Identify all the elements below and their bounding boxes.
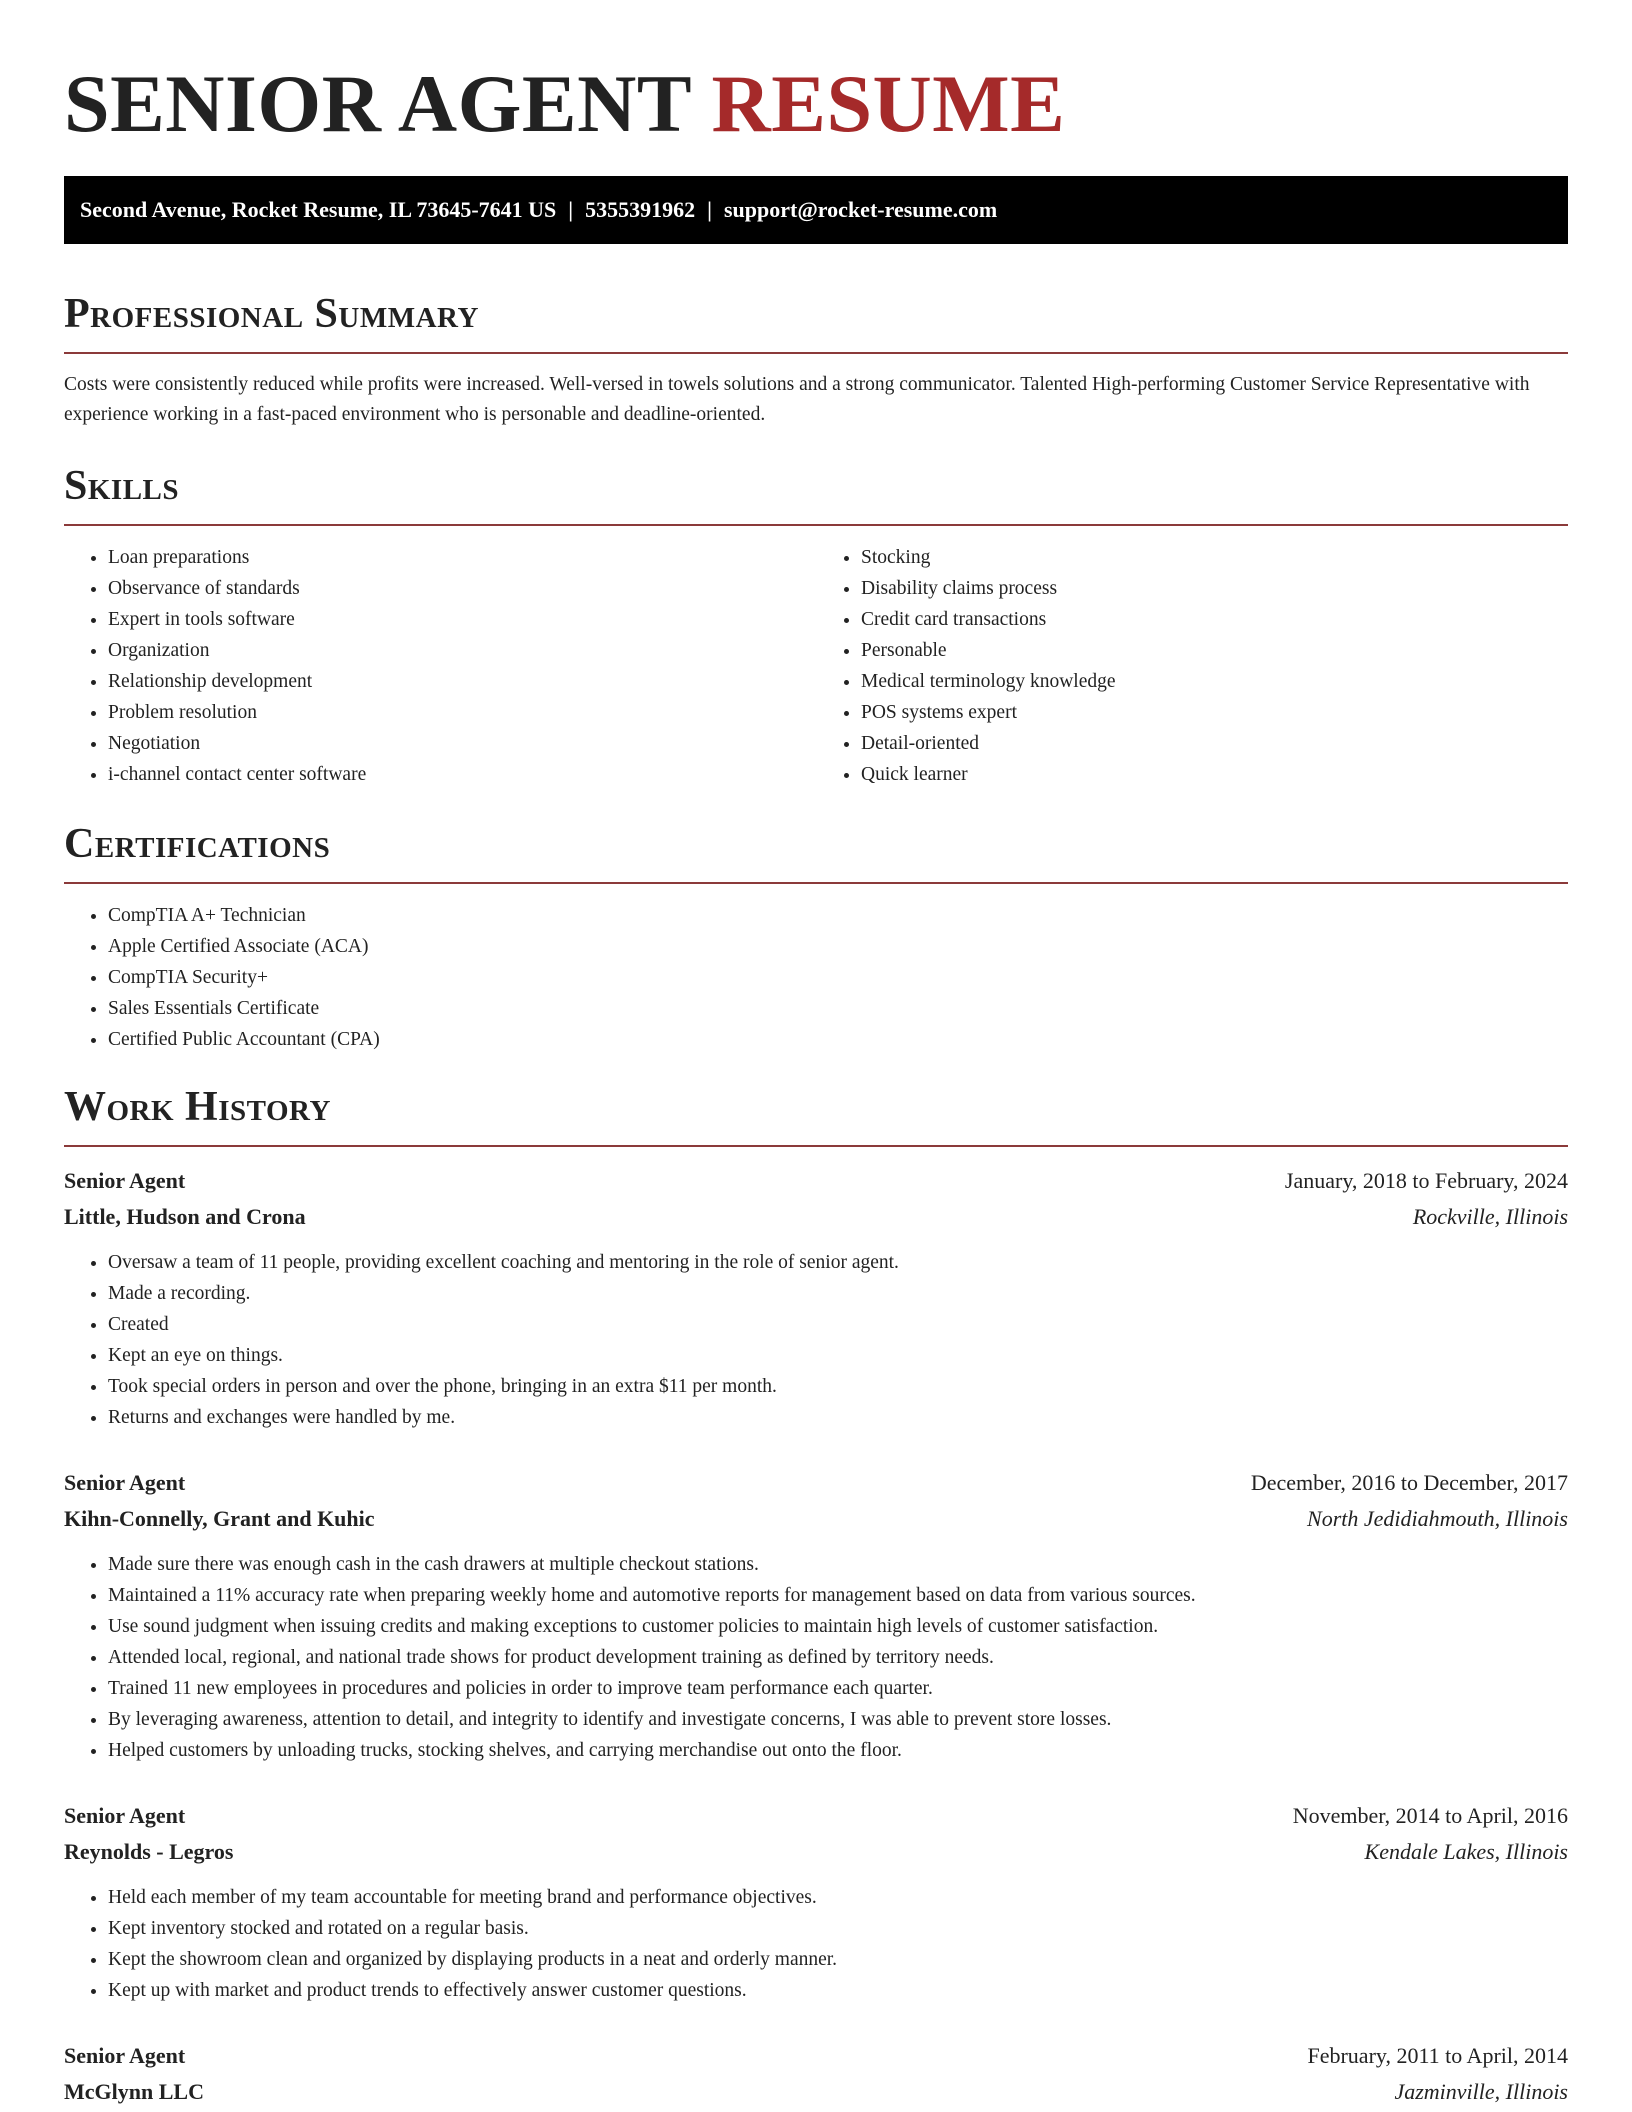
job-duty: • By leveraging awareness, attention to detail, and integrity to identify and investigate concerns, I was able to prevent store losses. [108, 1704, 1568, 1735]
skills-right-list [815, 542, 1568, 790]
resume-title [64, 0, 1568, 154]
certification-item: • Sales Essentials Certificate [108, 993, 1568, 1024]
job-dates: November, 2014 to April, 2016 [1292, 1803, 1568, 1828]
summary-text: Costs were consistently reduced while profits were increased. Well-versed in towels solutions and a strong communicator. Talented High-performing Customer Service Representative with experience working in a fast-paced environment who is personable and deadline-oriented. [64, 374, 1530, 425]
job-location: Kendale Lakes, Illinois [1364, 1839, 1568, 1864]
job-entry [64, 1465, 1568, 1766]
job-duty: • Returns and exchanges were handled by me. [108, 1402, 1568, 1433]
contact-separator: | [707, 197, 712, 222]
job-company: Reynolds - Legros [64, 1839, 234, 1864]
job-location: Rockville, Illinois [1412, 1204, 1568, 1229]
skill-item: • Medical terminology knowledge [861, 666, 1568, 697]
contact-phone: 5355391962 [585, 197, 696, 222]
skill-item: • Disability claims process [861, 573, 1568, 604]
skills-grid [64, 542, 1568, 790]
contact-bar [64, 176, 1568, 244]
skills-heading: Skills [64, 463, 180, 509]
certifications-list [64, 900, 1568, 1055]
job-duty: • Kept an eye on things. [108, 1340, 1568, 1371]
skill-item: • Negotiation [108, 728, 815, 759]
job-title: Senior Agent [64, 2043, 186, 2068]
job-entry [64, 1798, 1568, 2006]
job-entry [64, 2038, 1568, 2110]
skill-item: • Problem resolution [108, 697, 815, 728]
skill-item: • POS systems expert [861, 697, 1568, 728]
job-duty: • Kept the showroom clean and organized by displaying products in a neat and orderly manner. [108, 1944, 1568, 1975]
skill-item: • Organization [108, 635, 815, 666]
skill-item: • Expert in tools software [108, 604, 815, 635]
certification-item: • CompTIA A+ Technician [108, 900, 1568, 931]
job-duty: • Kept inventory stocked and rotated on a regular basis. [108, 1913, 1568, 1944]
job-subheader-row [64, 1199, 1568, 1235]
job-duty: • Kept up with market and product trends to effectively answer customer questions. [108, 1975, 1568, 2006]
work-history-section [64, 1081, 1568, 2110]
job-dates: January, 2018 to February, 2024 [1284, 1168, 1568, 1193]
skill-item: • Detail-oriented [861, 728, 1568, 759]
title-main: SENIOR AGENT [64, 58, 691, 149]
job-company: Little, Hudson and Crona [64, 1204, 306, 1229]
job-duty: • Helped customers by unloading trucks, stocking shelves, and carrying merchandise out onto the floor. [108, 1735, 1568, 1766]
skill-item: • Quick learner [861, 759, 1568, 790]
skills-section [64, 460, 1568, 790]
job-duties-list [64, 1247, 1568, 1433]
skill-item: • Credit card transactions [861, 604, 1568, 635]
job-company: Kihn-Connelly, Grant and Kuhic [64, 1506, 375, 1531]
job-subheader-row [64, 1501, 1568, 1537]
skill-item: • Observance of standards [108, 573, 815, 604]
contact-separator: | [568, 197, 574, 222]
job-duty: • Use sound judgment when issuing credits and making exceptions to customer policies to maintain high levels of customer satisfaction. [108, 1611, 1568, 1642]
job-location: North Jedidiahmouth, Illinois [1307, 1506, 1568, 1531]
skills-left-list [64, 542, 815, 790]
job-duty: • Trained 11 new employees in procedures and policies in order to improve team performance each quarter. [108, 1673, 1568, 1704]
job-duty: • Created [108, 1309, 1568, 1340]
certification-item: • Apple Certified Associate (ACA) [108, 931, 1568, 962]
job-title: Senior Agent [64, 1803, 186, 1828]
certification-item: • CompTIA Security+ [108, 962, 1568, 993]
job-duty: • Maintained a 11% accuracy rate when preparing weekly home and automotive reports for management based on data from various sources. [108, 1580, 1568, 1611]
job-duty: • Made a recording. [108, 1278, 1568, 1309]
section-divider [64, 524, 1568, 526]
work-history-heading: Work History [64, 1084, 331, 1130]
job-header-row [64, 2038, 1568, 2074]
section-divider [64, 1145, 1568, 1147]
skill-item: • Personable [861, 635, 1568, 666]
certification-item: • Certified Public Accountant (CPA) [108, 1024, 1568, 1055]
contact-email: support@rocket-resume.com [723, 197, 998, 222]
job-company: McGlynn LLC [64, 2079, 204, 2104]
job-location: Jazminville, Illinois [1394, 2079, 1568, 2104]
job-duty: • Attended local, regional, and national trade shows for product development training as defined by territory needs. [108, 1642, 1568, 1673]
job-title: Senior Agent [64, 1470, 186, 1495]
certifications-heading: Certifications [64, 821, 331, 867]
skill-item: • i-channel contact center software [108, 759, 815, 790]
job-title: Senior Agent [64, 1168, 186, 1193]
job-header-row [64, 1798, 1568, 1834]
job-subheader-row [64, 1834, 1568, 1870]
job-duties-list [64, 1882, 1568, 2006]
job-header-row [64, 1163, 1568, 1199]
job-subheader-row [64, 2074, 1568, 2110]
job-duty: • Made sure there was enough cash in the cash drawers at multiple checkout stations. [108, 1549, 1568, 1580]
summary-section [64, 288, 1568, 430]
job-dates: December, 2016 to December, 2017 [1250, 1470, 1568, 1495]
skill-item: • Loan preparations [108, 542, 815, 573]
job-entry [64, 1163, 1568, 1433]
job-duties-list [64, 1549, 1568, 1766]
section-divider [64, 882, 1568, 884]
section-divider [64, 352, 1568, 354]
skill-item: • Relationship development [108, 666, 815, 697]
job-duty: • Oversaw a team of 11 people, providing excellent coaching and mentoring in the role of senior agent. [108, 1247, 1568, 1278]
contact-address: Second Avenue, Rocket Resume, IL 73645-7641 US [80, 197, 557, 222]
summary-heading: Professional Summary [64, 291, 479, 337]
job-duty: • Held each member of my team accountable for meeting brand and performance objectives. [108, 1882, 1568, 1913]
certifications-section [64, 818, 1568, 1055]
title-accent: RESUME [711, 58, 1066, 149]
job-dates: February, 2011 to April, 2014 [1307, 2043, 1568, 2068]
job-duty: • Took special orders in person and over the phone, bringing in an extra $11 per month. [108, 1371, 1568, 1402]
skill-item: • Stocking [861, 542, 1568, 573]
job-header-row [64, 1465, 1568, 1501]
